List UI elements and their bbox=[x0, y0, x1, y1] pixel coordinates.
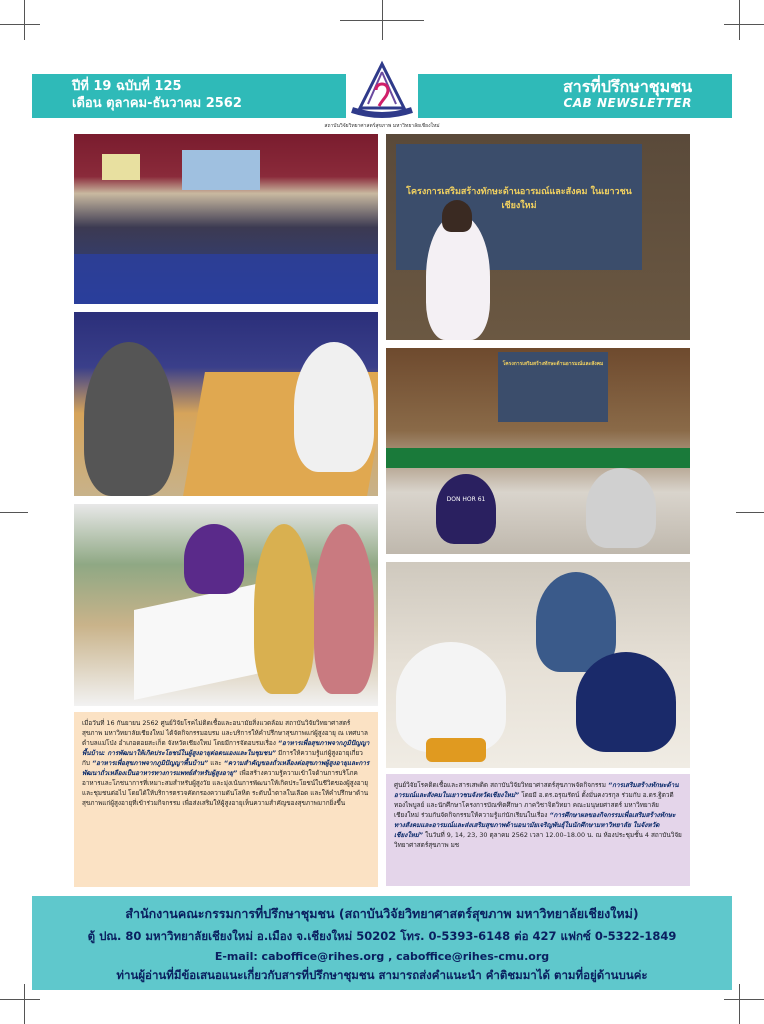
issue-info bbox=[72, 78, 242, 112]
office-name: สำนักงานคณะกรรมการที่ปรึกษาชุมชน (สถาบันวิจัยวิทยาศาสตร์สุขภาพ มหาวิทยาลัยเชียงใหม่) bbox=[125, 906, 639, 921]
screen-text: โครงการเสริมสร้างทักษะด้านอารมณ์และสังคม ในเยาวชนเชียงใหม่ bbox=[406, 187, 632, 211]
article-text: เมื่อวันที่ 16 กันยายน 2562 ศูนย์วิจัยโรคไม่ติดเชื้อและอนามัยสิ่งแวดล้อม สถาบันวิจัยวิทยาศาสตร์สุขภาพ มหาวิทยาลัยเชียงใหม่ ได้จัดกิจกรรมอบรม และบริการให้คำปรึกษาสุขภาพแก่ผู้สูงอายุ ณ เทศบาลตำบลแม่โป่ง อำเภอดอยสะเก็ด จังหวัดเชียงใหม่ โดยมีการจัดอบรมเรื่อง bbox=[82, 719, 368, 747]
poster-board bbox=[102, 154, 140, 180]
crop-mark bbox=[0, 24, 40, 25]
article-highlight: “ความสำคัญของถั่วเหลืองต่อสุขภาพผู้สูงอายุและการพัฒนาถั่วเหลืองเป็นอาหารทางการแพทย์สำหรับผู้สูงอายุ” bbox=[82, 759, 370, 777]
photo-audience-hall bbox=[74, 134, 378, 304]
student-figure bbox=[396, 642, 506, 752]
office-email[interactable]: E-mail: caboffice@rihes.org , caboffice@rihes-cmu.org bbox=[214, 950, 550, 963]
article-text: และ bbox=[210, 759, 222, 767]
crop-mark bbox=[0, 999, 40, 1000]
crop-mark bbox=[382, 0, 383, 40]
article-text: โดยมี อ.ดร.อรุณรัตน์ ตั้งมั่นคงวรกุล ร่วมกับ อ.ดร.ฐิตวดี ทองไพบูลย์ และนักศึกษาโครงการบัณฑิตศึกษา ภาควิชาจิตวิทยา คณะมนุษยศาสตร์ มหาวิทยาลัยเชียงใหม่ ร่วมกันจัดกิจกรรมให้ความรู้แก่นักเรียนในเรื่อง bbox=[394, 791, 674, 819]
screen-text: โครงการเสริมสร้างทักษะด้านอารมณ์และสังคม bbox=[502, 361, 604, 367]
orange-bag bbox=[426, 738, 486, 762]
issue-months: เดือน ตุลาคม-ธันวาคม 2562 bbox=[72, 96, 242, 111]
office-address: ตู้ ปณ. 80 มหาวิทยาลัยเชียงใหม่ อ.เมือง จ.เชียงใหม่ 50202 โทร. 0-5393-6148 ต่อ 427 แฟกซ์ 0-5322-1849 bbox=[87, 929, 677, 943]
newsletter-title bbox=[563, 78, 692, 112]
article-youth-skills bbox=[386, 774, 690, 886]
presentation-screen bbox=[498, 352, 608, 422]
article-highlight: “การเสริมสร้างทักษะด้านอารมณ์และสังคมในเยาวชนจังหวัดเชียงใหม่” bbox=[394, 781, 679, 799]
photo-speaker-presentation bbox=[386, 134, 690, 340]
blue-chairs bbox=[74, 254, 378, 304]
footer-contact bbox=[32, 896, 732, 990]
speaker-head bbox=[442, 200, 472, 232]
article-highlight: “อาหารเพื่อสุขภาพจากภูมิปัญญาพื้นบ้าน: การพัฒนาให้เกิดประโยชน์ในผู้สูงอายุต่อตนเองและในชุมชน” bbox=[82, 739, 370, 757]
shirt-text: DON HOR 61 bbox=[446, 496, 486, 503]
person-figure bbox=[294, 342, 374, 472]
article-text: ศูนย์วิจัยโรคติดเชื้อและสารเสพติด สถาบันวิจัยวิทยาศาสตร์สุขภาพจัดกิจกรรม bbox=[394, 781, 606, 789]
crop-mark bbox=[724, 999, 764, 1000]
article-elderly-nutrition bbox=[74, 712, 378, 887]
logo-caption: สถาบันวิจัยวิทยาศาสตร์สุขภาพ มหาวิทยาลัยเชียงใหม่ bbox=[324, 123, 440, 129]
photo-students-writing bbox=[386, 562, 690, 768]
crop-mark bbox=[739, 0, 740, 40]
feedback-note: ท่านผู้อ่านที่มีข้อเสนอแนะเกี่ยวกับสารที่ปรึกษาชุมชน สามารถส่งคำแนะนำ คำติชมมาได้ ตามที่อยู่ด้านบนค่ะ bbox=[116, 968, 648, 982]
crop-mark bbox=[0, 512, 28, 513]
title-english: CAB NEWSLETTER bbox=[563, 96, 692, 110]
cab-logo-icon bbox=[346, 60, 418, 122]
photo-classroom bbox=[386, 348, 690, 554]
person-figure bbox=[84, 342, 174, 496]
photo-group-activity bbox=[74, 504, 378, 706]
article-text: มีการให้ความรู้แก่ผู้สูงอายุเกี่ยวกับ bbox=[82, 749, 363, 767]
issue-number: ปีที่ 19 ฉบับที่ 125 bbox=[72, 79, 182, 94]
projection-screen bbox=[182, 150, 260, 190]
crop-mark bbox=[24, 0, 25, 40]
green-stage bbox=[386, 448, 690, 468]
title-thai: สารที่ปรึกษาชุมชน bbox=[562, 77, 692, 96]
student-figure bbox=[436, 474, 496, 544]
crop-mark bbox=[736, 512, 764, 513]
person-figure bbox=[254, 524, 314, 694]
person-figure bbox=[184, 524, 244, 594]
photo-consultation-table bbox=[74, 312, 378, 496]
student-figure bbox=[586, 468, 656, 548]
article-text: ในวันที่ 9, 14, 23, 30 ตุลาคม 2562 เวลา 12.00–18.00 น. ณ ห้องประชุมชั้น 4 สถาบันวิจัยวิทยาศาสตร์สุขภาพ มช bbox=[394, 831, 682, 849]
article-text: เพื่อสร้างความรู้ความเข้าใจด้านการบริโภคอาหารและโภชนาการที่เหมาะสมสำหรับผู้สูงวัย และมุ่งเน้นการพัฒนาให้เกิดประโยชน์ในชีวิตของผู้สูงอายุและชุมชนต่อไป โดยได้ให้บริการตรวจคัดกรองความดันโลหิต ระดับน้ำตาลในเลือด และให้คำปรึกษาด้านสุขภาพแก่ผู้สูงอายุที่เข้าร่วมกิจกรรม เพื่อส่งเสริมให้ผู้สูงอายุเห็นความสำคัญของสุขภาพมากยิ่งขึ้น bbox=[82, 769, 369, 807]
crop-mark bbox=[739, 984, 740, 1024]
crop-mark bbox=[724, 24, 764, 25]
crop-mark bbox=[24, 984, 25, 1024]
student-figure bbox=[576, 652, 676, 752]
person-figure bbox=[314, 524, 374, 694]
article-highlight: “อาหารเพื่อสุขภาพจากภูมิปัญญาพื้นบ้าน” bbox=[91, 759, 209, 767]
speaker-figure bbox=[426, 214, 490, 340]
article-highlight: “การศึกษาผลของกิจกรรมเพื่อเสริมสร้างทักษะทางสังคมและอารมณ์และส่งเสริมสุขภาพด้านอนามัยเจริญพันธุ์ในนักศึกษามหาวิทยาลัย ในจังหวัดเชียงใหม่” bbox=[394, 811, 676, 839]
